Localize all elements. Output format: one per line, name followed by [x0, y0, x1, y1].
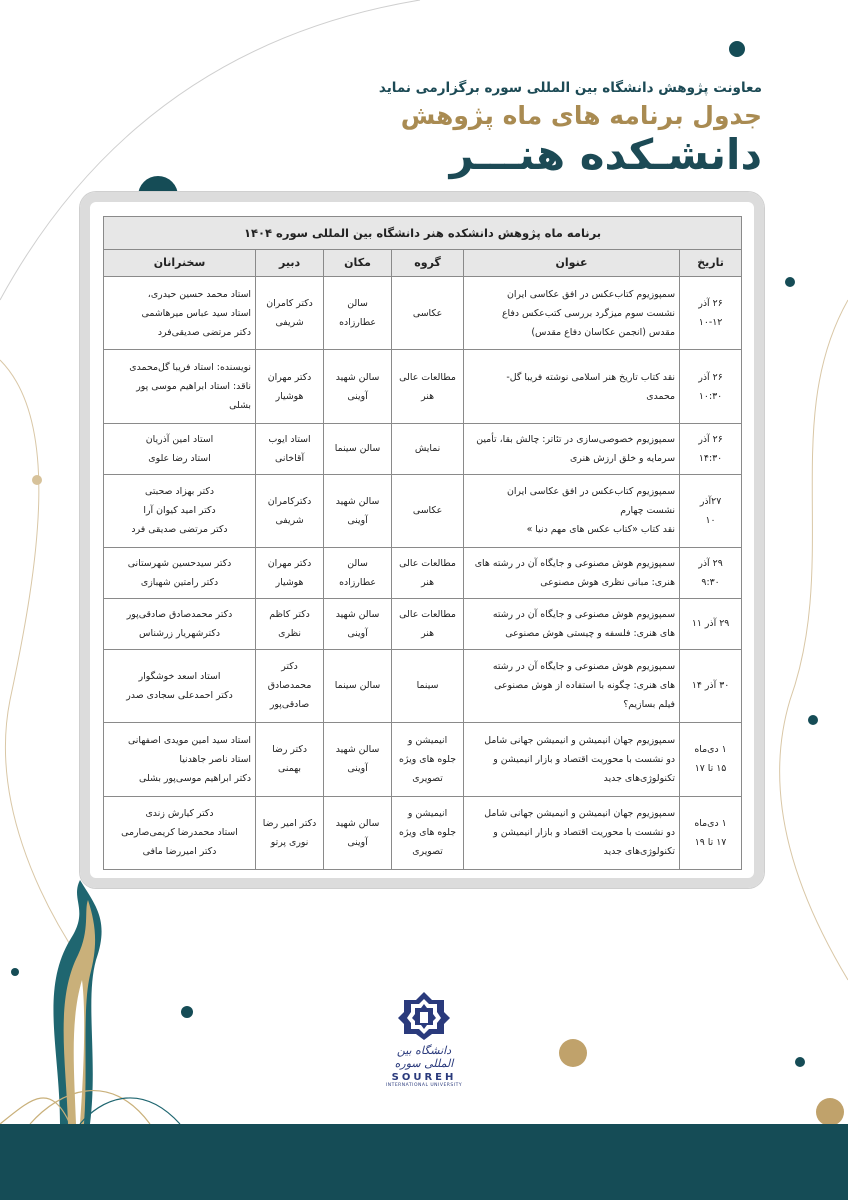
table-header-row — [104, 250, 742, 277]
cell-speakers: استاد محمد حسین حیدری، استاد سید عباس میرهاشمی دکتر مرتضی صدیقی‌فرد — [104, 277, 256, 350]
cell-date: ۱ دی‌ماه ۱۷ تا ۱۹ — [680, 796, 742, 869]
cell-venue: سالن سینما — [324, 649, 392, 722]
cell-title: سمپوزیوم جهان انیمیشن و انیمیشن جهانی شامل دو نشست با محوریت اقتصاد و بازار انیمیشن و تکنولوژی‌های جدید — [464, 796, 680, 869]
dot-teal-right-1 — [785, 277, 795, 287]
cell-title: سمپوزیوم هوش مصنوعی و جایگاه آن در رشته های هنری: چگونه با استفاده از هوش مصنوعی فیلم بسازیم؟ — [464, 649, 680, 722]
footer-band — [0, 1124, 848, 1200]
cell-date: ۲۹ آذر ۱۱ — [680, 598, 742, 649]
table-row — [104, 350, 742, 423]
cell-date: ۳۰ آذر ۱۴ — [680, 649, 742, 722]
cell-title: نقد کتاب تاریخ هنر اسلامی نوشته فریبا گل- محمدی — [464, 350, 680, 423]
table-row — [104, 548, 742, 599]
table-caption-row — [104, 217, 742, 250]
cell-speakers: استاد امین آذریان استاد رضا علوی — [104, 423, 256, 474]
cell-secretary: دکتر کاظم نظری — [256, 598, 324, 649]
schedule-table — [103, 216, 742, 870]
column-header-venue: مکان — [324, 250, 392, 277]
dot-teal-right-2 — [808, 715, 818, 725]
table-row — [104, 423, 742, 474]
cell-title: سمپوزیوم هوش مصنوعی و جایگاه آن در رشته های هنری: مبانی نظری هوش مصنوعی — [464, 548, 680, 599]
cell-date: ۱ دی‌ماه ۱۵ تا ۱۷ — [680, 723, 742, 796]
cell-speakers: استاد اسعد خوشگوار دکتر احمدعلی سجادی صدر — [104, 649, 256, 722]
column-header-speakers: سخنرانان — [104, 250, 256, 277]
cell-speakers: دکتر بهزاد صحبتی دکتر امید کیوان آرا دکتر مرتضی صدیقی فرد — [104, 474, 256, 547]
cell-title: سمپوزیوم جهان انیمیشن و انیمیشن جهانی شامل دو نشست با محوریت اقتصاد و بازار انیمیشن و تکنولوژی‌های جدید — [464, 723, 680, 796]
cell-venue: سالن عطارزاده — [324, 277, 392, 350]
ornament-bottom-left — [0, 880, 180, 1124]
cell-group: مطالعات عالی هنر — [392, 548, 464, 599]
cell-venue: سالن سینما — [324, 423, 392, 474]
cell-speakers: دکتر محمدصادق صادقی‌پور دکترشهریار زرشناس — [104, 598, 256, 649]
cell-venue: سالن شهید آوینی — [324, 350, 392, 423]
cell-speakers: دکتر سیدحسین شهرستانی دکتر رامتین شهبازی — [104, 548, 256, 599]
column-header-group: گروه — [392, 250, 464, 277]
dot-gold-bottom-right — [816, 1098, 844, 1126]
dot-teal-bottom-right — [795, 1057, 805, 1067]
cell-venue: سالن شهید آوینی — [324, 723, 392, 796]
page-header — [162, 78, 762, 180]
cell-secretary: دکتر مهران هوشیار — [256, 350, 324, 423]
cell-secretary: دکتر امیر رضا نوری پرتو — [256, 796, 324, 869]
cell-date: ۲۶ آذر ۱۰:۳۰ — [680, 350, 742, 423]
cell-venue: سالن شهید آوینی — [324, 598, 392, 649]
cell-group: انیمیشن و جلوه های ویژه تصویری — [392, 796, 464, 869]
header-title-line1: جدول برنامه های ماه پژوهش — [400, 101, 762, 130]
cell-secretary: دکتر کامران شریفی — [256, 277, 324, 350]
table-row — [104, 474, 742, 547]
cell-title: سمپوزیوم کتاب‌عکس در افق عکاسی ایران نشست سوم میزگرد بررسی کتب‌عکس دفاع مقدس (انجمن عکاسان دفاع مقدس) — [464, 277, 680, 350]
cell-title: سمپوزیوم هوش مصنوعی و جایگاه آن در رشته های هنری: فلسفه و چیستی هوش مصنوعی — [464, 598, 680, 649]
cell-speakers: نویسنده: استاد فریبا گل‌محمدی ناقد: استاد ابراهیم موسی پور بشلی — [104, 350, 256, 423]
curve-line-left — [0, 360, 80, 960]
logo-brand: SOUREH — [391, 1072, 457, 1083]
cell-title: سمپوزیوم کتاب‌عکس در افق عکاسی ایران نشست چهارم نقد کتاب «کتاب عکس های مهم دنیا » — [464, 474, 680, 547]
cell-date: ۲۶ آذر ۱۰-۱۲ — [680, 277, 742, 350]
table-row — [104, 796, 742, 869]
university-logo — [384, 990, 464, 1088]
cell-speakers: دکتر کیارش زندی استاد محمدرضا کریمی‌صارمی دکتر امیررضا مافی — [104, 796, 256, 869]
university-emblem-icon — [396, 990, 452, 1042]
dot-teal-left-small — [11, 968, 19, 976]
cell-secretary: دکتر مهران هوشیار — [256, 548, 324, 599]
cell-group: نمایش — [392, 423, 464, 474]
column-header-title: عنوان — [464, 250, 680, 277]
table-row — [104, 277, 742, 350]
cell-venue: سالن شهید آوینی — [324, 796, 392, 869]
column-header-secretary: دبیر — [256, 250, 324, 277]
curve-line-right — [780, 300, 848, 980]
table-caption: برنامه ماه پژوهش دانشکده هنر دانشگاه بین المللی سوره ۱۴۰۴ — [104, 217, 742, 250]
table-row — [104, 723, 742, 796]
cell-date: ۲۹ آذر ۹:۳۰ — [680, 548, 742, 599]
cell-group: سینما — [392, 649, 464, 722]
header-title-line2: دانشـکده هنـــر — [449, 130, 762, 179]
cell-group: مطالعات عالی هنر — [392, 350, 464, 423]
cell-group: عکاسی — [392, 474, 464, 547]
cell-group: مطالعات عالی هنر — [392, 598, 464, 649]
cell-group: انیمیشن و جلوه های ویژه تصویری — [392, 723, 464, 796]
cell-venue: سالن شهید آوینی — [324, 474, 392, 547]
cell-secretary: دکتر رضا بهمنی — [256, 723, 324, 796]
cell-date: ۲۷آذر ۱۰ — [680, 474, 742, 547]
dot-teal-bottom-left — [181, 1006, 193, 1018]
cell-secretary: دکتر محمدصادق صادقی‌پور — [256, 649, 324, 722]
column-header-date: تاریخ — [680, 250, 742, 277]
header-subtitle: معاونت پژوهش دانشگاه بین المللی سوره برگزارمی نماید — [378, 80, 762, 96]
cell-speakers: استاد سید امین مویدی اصفهانی استاد ناصر جاهدنیا دکتر ابراهیم موسی‌پور بشلی — [104, 723, 256, 796]
table-row — [104, 649, 742, 722]
cell-secretary: استاد ایوب آقاخانی — [256, 423, 324, 474]
table-row — [104, 598, 742, 649]
cell-group: عکاسی — [392, 277, 464, 350]
dot-gold-left — [32, 475, 42, 485]
logo-persian-name: دانشگاه بین المللی سوره — [394, 1044, 454, 1070]
dot-gold-right-big — [559, 1039, 587, 1067]
cell-secretary: دکترکامران شریفی — [256, 474, 324, 547]
cell-date: ۲۶ آذر ۱۴:۳۰ — [680, 423, 742, 474]
cell-title: سمپوزیوم خصوصی‌سازی در تئاتر: چالش بقا، تأمین سرمایه و خلق ارزش هنری — [464, 423, 680, 474]
dot-teal-top-right — [729, 41, 745, 57]
logo-brand-sub: INTERNATIONAL UNIVERSITY — [385, 1083, 463, 1088]
cell-venue: سالن عطارزاده — [324, 548, 392, 599]
